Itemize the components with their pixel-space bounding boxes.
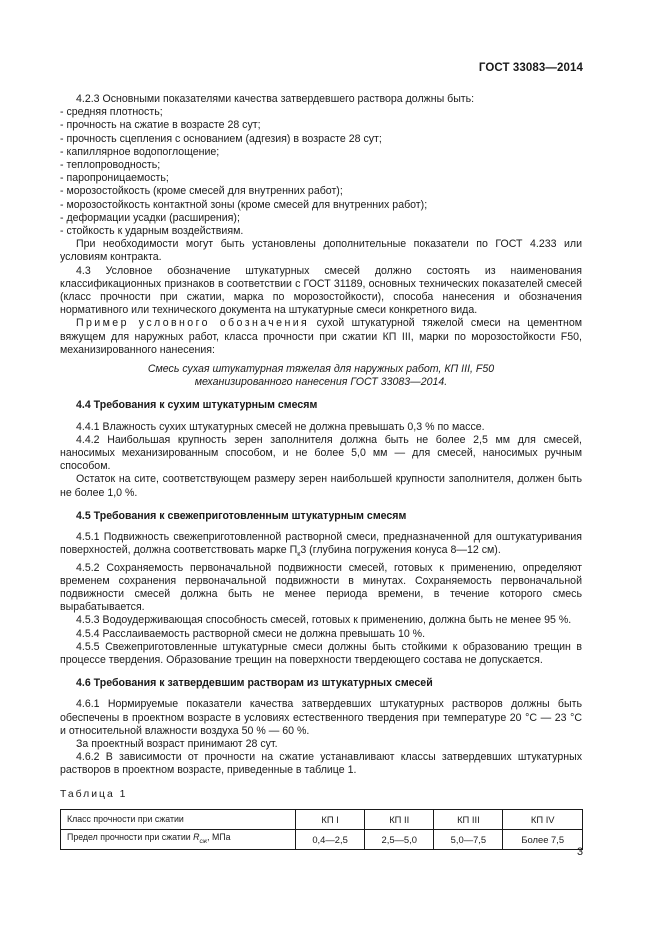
- clause-4-2-3-intro: 4.2.3 Основными показателями качества затвердевшего раствора должны быть:: [76, 93, 475, 105]
- cell-text: , МПа: [207, 831, 231, 842]
- example-label: Пример условного обозначения: [76, 317, 310, 330]
- list-item: - стойкость к ударным воздействиям.: [60, 225, 244, 238]
- clause-4-2-3-extra: При необходимости могут быть установлены дополнительные показатели по ГОСТ 4.233 или условиям контракта.: [60, 238, 582, 264]
- subscript: сж: [199, 837, 208, 845]
- clause-4-5-5: 4.5.5 Свежеприготовленные штукатурные смеси должны быть стойкими к образованию трещин в процессе твердения. Образование трещин на поверхности твердеющего состава не допускается.: [60, 640, 582, 667]
- table-cell: 0,4—2,5: [296, 829, 365, 849]
- table-cell: КП II: [365, 809, 434, 829]
- clause-4-4-2-residue: Остаток на сите, соответствующем размеру зерен наибольшей крупности заполнителя, должен быть не более 1,0 %.: [60, 473, 582, 499]
- clause-4-6-1: 4.6.1 Нормируемые показатели качества затвердевших штукатурных растворов должны быть обеспечены в проектном возрасте в условиях естественного твердения при температуре 20 °С — 23 °С и относительной влажности воздуха 50 % — 60 %.: [60, 698, 582, 737]
- table-cell: КП I: [296, 809, 365, 829]
- clause-4-5-4: 4.5.4 Расслаиваемость растворной смеси не должна превышать 10 %.: [76, 627, 426, 640]
- list-item: - капиллярное водопоглощение;: [60, 145, 220, 158]
- strength-class-table: [60, 809, 583, 850]
- clause-4-6-2: 4.6.2 В зависимости от прочности на сжатие устанавливают классы затвердевших штукатурных растворов в проектном возрасте, приведенные в таблице 1.: [60, 751, 582, 777]
- clause-4-5-2: 4.5.2 Сохраняемость первоначальной подвижности смесей, готовых к применению, определяют временем сохранения первоначальной подвижности в минутах. Сохраняемость первоначальной подвижности смесей должна быть не менее периода времени, в течение которого смесь вырабатывается.: [60, 561, 582, 614]
- table-row: [61, 809, 583, 829]
- section-title-4-4: 4.4 Требования к сухим штукатурным смесям: [76, 399, 318, 412]
- table-row: [61, 829, 583, 849]
- table-cell: [61, 829, 296, 849]
- table-cell: 5,0—7,5: [434, 829, 503, 849]
- page-number: 3: [576, 846, 583, 858]
- example-line-1: Смесь сухая штукатурная тяжелая для наружных работ, КП III, F50: [147, 363, 495, 376]
- clause-4-6-1-age: За проектный возраст принимают 28 сут.: [76, 738, 278, 751]
- example-line-2: механизированного нанесения ГОСТ 33083—2014.: [194, 376, 448, 389]
- clause-4-3: 4.3 Условное обозначение штукатурных смесей должно состоять из наименования классификационных признаков в соответствии с ГОСТ 31189, основных технических показателей смесей (класс прочности при сжатии, марка по морозостойкости), способа нанесения и обозначения нормативного или технического документа на штукатурные смеси конкретного вида.: [60, 264, 582, 317]
- clause-text: 4.5.1 Подвижность свежеприготовленной растворной смеси, предназначенной для оштукатуривания поверхностей, должна соответствовать марке П: [60, 531, 582, 557]
- section-title-4-6: 4.6 Требования к затвердевшим растворам из штукатурных смесей: [76, 677, 433, 690]
- table-cell: КП IV: [503, 809, 583, 829]
- table-cell: Более 7,5: [503, 829, 583, 849]
- table-cell: Класс прочности при сжатии: [61, 809, 296, 829]
- section-title-4-5: 4.5 Требования к свежеприготовленным штукатурным смесям: [76, 509, 407, 522]
- table-cell: 2,5—5,0: [365, 829, 434, 849]
- subscript: к: [297, 551, 301, 559]
- example-designation: [60, 363, 582, 389]
- clause-text: 3 (глубина погружения конуса 8—12 см).: [300, 544, 501, 557]
- cell-text: Предел прочности при сжатии: [67, 831, 194, 842]
- example-paragraph: [60, 317, 582, 357]
- clause-4-4-1: 4.4.1 Влажность сухих штукатурных смесей не должна превышать 0,3 % по массе.: [76, 420, 485, 433]
- list-item: - прочность сцепления с основанием (адгезия) в возрасте 28 сут;: [60, 132, 382, 145]
- doc-code-header: ГОСТ 33083—2014: [478, 62, 583, 74]
- example-text: сухой штукатурной тяжелой смеси на цементном вяжущем для наружных работ, класса прочности при сжатии КП III, марки по морозостойкости F50, механизированного нанесения:: [60, 317, 582, 356]
- clause-4-5-3: 4.5.3 Водоудерживающая способность смесей, готовых к применению, должна быть не менее 95 %.: [76, 614, 572, 627]
- list-item: - деформации усадки (расширения);: [60, 211, 240, 224]
- list-item: - паропроницаемость;: [60, 172, 169, 185]
- list-item: - теплопроводность;: [60, 159, 161, 172]
- list-item: - морозостойкость (кроме смесей для внутренних работ);: [60, 185, 343, 198]
- table-caption: Таблица 1: [60, 788, 128, 800]
- list-item: - морозостойкость контактной зоны (кроме смесей для внутренних работ);: [60, 198, 428, 211]
- list-item: - прочность на сжатие в возрасте 28 сут;: [60, 119, 261, 132]
- variable: R: [193, 831, 200, 842]
- document-body: [60, 93, 582, 850]
- table-cell: КП III: [434, 809, 503, 829]
- clause-4-5-1: [60, 531, 582, 562]
- list-item: - средняя плотность;: [60, 106, 163, 119]
- clause-4-4-2: 4.4.2 Наибольшая крупность зерен заполнителя должна быть не более 2,5 мм для смесей, наносимых механизированным способом, и не более 5,0 мм — для смесей, наносимых ручным способом.: [60, 433, 582, 473]
